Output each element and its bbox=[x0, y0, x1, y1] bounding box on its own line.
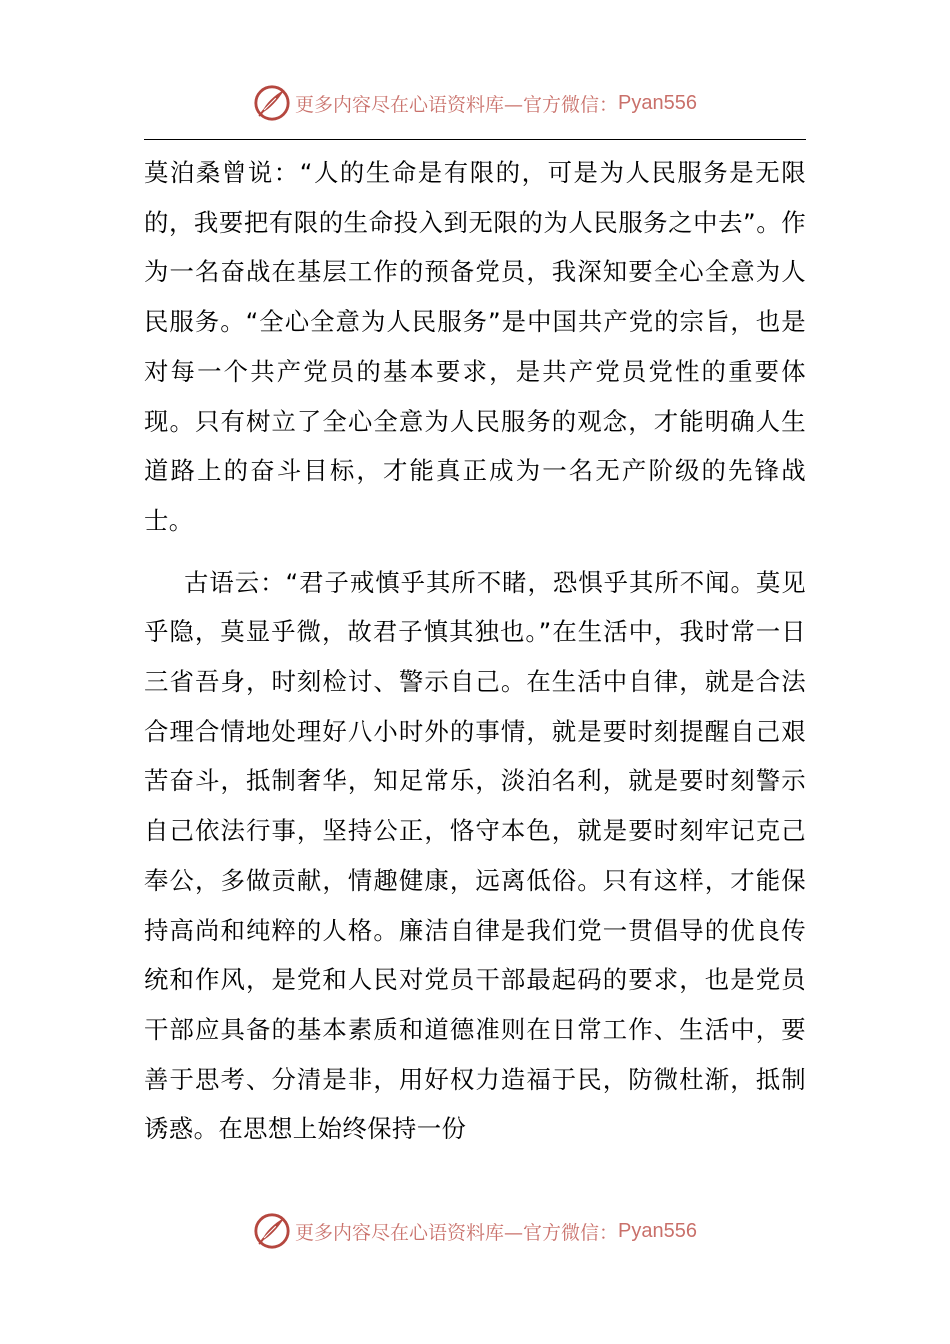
feather-pen-icon bbox=[253, 1212, 291, 1250]
paragraph-2: 古语云：“君子戒慎乎其所不睹，恐惧乎其所不闻。莫见乎隐，莫显乎微，故君子慎其独也。”在生活中，我时常一日三省吾身，时刻检讨、警示自己。在生活中自律，就是合法合理合情地处理好八小时外的事情，就是要时刻提醒自己艰苦奋斗，抵制奢华，知足常乐，淡泊名利，就是要时刻警示自己依法行事，坚持公正，恪守本色，就是要时刻牢记克己奉公，多做贡献，情趣健康，远离低俗。只有这样，才能保持高尚和纯粹的人格。廉洁自律是我们党一贯倡导的优良传统和作风，是党和人民对党员干部最起码的要求，也是党员干部应具备的基本素质和道德准则在日常工作、生活中，要善于思考、分清是非，用好权力造福于民，防微杜渐，抵制诱惑。在思想上始终保持一份 bbox=[144, 567, 806, 1144]
footer-banner bbox=[0, 1206, 950, 1256]
header-banner-text: 更多内容尽在心语资料库—官方微信： bbox=[295, 93, 619, 116]
feather-pen-icon bbox=[253, 84, 291, 122]
footer-banner-id: Pyan556 bbox=[618, 1219, 697, 1242]
paragraph-1: 莫泊桑曾说：“人的生命是有限的，可是为人民服务是无限的，我要把有限的生命投入到无限的为人民服务之中去”。作为一名奋战在基层工作的预备党员，我深知要全心全意为人民服务。“全心全意为人民服务”是中国共产党的宗旨，也是对每一个共产党员的基本要求，是共产党员党性的重要体现。只有树立了全心全意为人民服务的观念，才能明确人生道路上的奋斗目标，才能真正成为一名无产阶级的先锋战士。 bbox=[144, 158, 806, 535]
footer-banner-text: 更多内容尽在心语资料库—官方微信： bbox=[295, 1221, 619, 1244]
document-body bbox=[144, 148, 806, 1154]
header-banner bbox=[0, 78, 950, 128]
header-divider bbox=[144, 139, 806, 140]
header-banner-id: Pyan556 bbox=[618, 91, 697, 114]
